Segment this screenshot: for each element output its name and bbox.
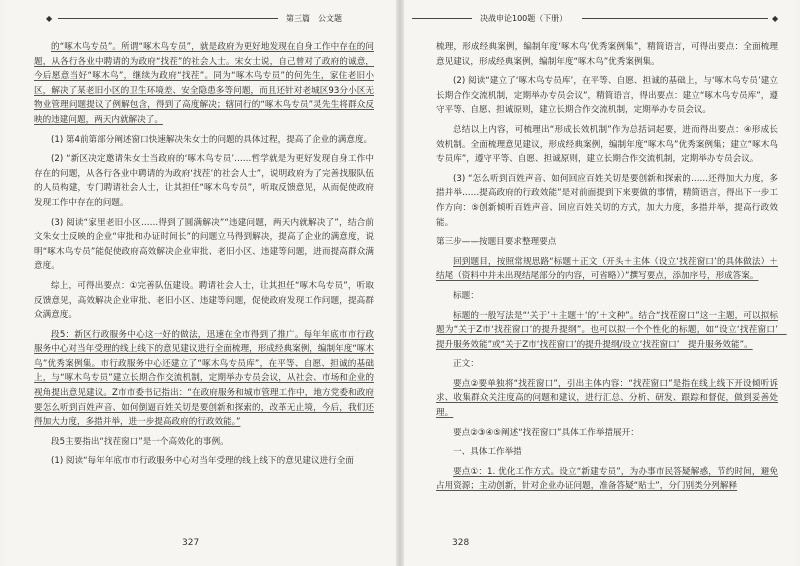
section-title: 第三步——按题目要求整理要点 (436, 237, 557, 248)
paragraph: 段5：新区行政服务中心这一好的做法，迅速在全市得到了推广。每年年底市市行政服务中心对当年受理的线上线下的意见建议进行全面梳理，形成经典案例，编制年度“啄木鸟”优秀案例集。市行政服务中心还建立了“啄木鸟专员库”，在平等、自愿、担诚的基础上，与“啄木鸟专员”建立长期合作交流机制，定期举办专员会议，从社会、市场和企业的视角提出意见建议。Z市市委书记指出：“在政府服务和城市管理工作中，地方党委和政府要怎么听到百姓声音、如何倒逼百姓关切是要创新和探索的，改革无止境，今后，我们还得加大力度，多措并举，进一步提高政府的行政效能。” (34, 329, 374, 428)
diamond-ornament-icon: ◆ (46, 14, 53, 23)
paragraph: 标题的一般写法是“‘关于’＋主题＋‘的’＋文种”。结合“找茬窗口”这一主题，可以拟标题为“关于Z市‘找茬窗口’的提升提纲”。也可以拟一个个性化的标题，如“设立‘找茬窗口’ 提升服务效能”或“关于Z市‘找茬窗口’的提升提纲/设立‘找茬窗口’ 提升服务效能”。 (436, 310, 787, 350)
paragraph: 要点②③④⑤阐述“找茬窗口”具体工作举措展开： (453, 427, 639, 438)
header-rule (58, 18, 278, 19)
left-page (4, 0, 396, 566)
page-number: 327 (182, 538, 200, 548)
page-number: 328 (452, 538, 470, 548)
paragraph: 总结以上内容，可梳理出“形成长效机制”作为总括词起要，进而得出要点：④形成长效机制。全面梳理意见建议，形成经典案例，编制年度“啄木鸟”优秀案例集；建立“啄木鸟专员库”，遵守平等、自愿、担诚原则，建立长期合作交流机制，定期举办专员会议。 (436, 124, 778, 165)
header-rule (582, 18, 768, 19)
right-page-header (404, 8, 796, 30)
paragraph: 综上，可得出要点：①完善队伍建设。聘请社会人士，让其担任“啄木鸟专员”，听取反馈意见，高效解决企业审批、老旧小区、违建等问题，促使政府发现工作问题，提高群众满意度。 (34, 280, 374, 321)
right-page (404, 0, 796, 566)
diamond-ornament-icon: ◆ (772, 14, 779, 23)
paragraph: 的“啄木鸟专员”。所谓“啄木鸟专员”，就是政府为更好地发现在自身工作中存在的问题，从各行各业中聘请的为政府“找茬”的社会人士。宋女士说，自己曾对了政府的诚意，今后愿意当好“啄木鸟”，继续为政府“找茬”。同为“啄木鸟专员”的何先生，家住老旧小区，解决了某老旧小区的卫生环境差、安全隐患多等问题，而且还针对老城区93分小区无物业管理问题提议了例解包含，得到了高度解决；辖同行的“啄木鸟专员”灵先生将群众反映的违建问题，两天内就解决了。 (34, 42, 374, 125)
left-page-body (34, 40, 374, 474)
paragraph: 梳理，形成经典案例，编制年度‘啄木鸟’优秀案例集”，精简语言，可得出要点：全面梳理意见建议，形成经典案例，编制年度“啄木鸟”优秀案例集。 (436, 42, 778, 67)
book-gutter (396, 0, 404, 566)
paragraph: (1) 阅读“每年年底市市行政服务中心对当年受理的线上线下的意见建议进行全面 (51, 456, 354, 467)
paragraph: (3) 阅读“家里老旧小区……得到了圆满解决”“违建问题，两天内就解决了”，结合前文朱女士反映的企业“审批和办证时间长”的问题立马得到解决，提高了企业的满意度，说明“啄木鸟专员”能促使政府高效解决企业审批、老旧小区、违建等问题，进而提高群众满意度。 (34, 217, 374, 272)
header-rule (412, 18, 472, 19)
chapter-label: 第三篇 公文题 (286, 14, 342, 23)
paragraph: (2) “新区决定邀请朱女士当政府的‘啄木鸟专员’……哲学就是为更好发现自身工作中存在的问题，从各行各业中聘请的为政府‘找茬’的社会人士”，说明政府为了完善找服队伍的人员构建，专门聘请社会人士，让其担任“啄木鸟专员”，听取反馈意见，从而促使政府发现工作中存在的问题。 (34, 154, 374, 208)
book-title-label: 决战申论100题（下册） (480, 14, 568, 23)
paragraph: (1) 第4前第部分阐述窗口快速解决朱女士的问题的具体过程，提高了企业的满意度。 (51, 134, 373, 145)
left-page-header (4, 8, 396, 30)
paragraph: 要点①：1. 优化工作方式。设立“新建专员”，为办事市民答疑解惑，节约时间，避免占用资源；主动创新，针对企业办证问题，准备答疑“贴士”，分门别类分列解释 (436, 466, 778, 492)
sub-heading: 一、具体工作举措 (453, 447, 522, 458)
paragraph: (2) 阅读“建立了‘啄木鸟专员库’，在平等、自愿、担诚的基础上，与‘啄木鸟专员’建立长期合作交流机制，定期举办专员会议”，精简语言，得出要点：建立“啄木鸟专员库”，遵守平等、自愿、担诚原则，建立长期合作交流机制，定期举办专员会议。 (436, 76, 778, 116)
right-page-body (436, 40, 787, 499)
paragraph: 段5主要指出“找茬窗口”是一个高效化的事例。 (51, 436, 229, 447)
paragraph: 回到题目，按照常规思路“标题＋正文（开头＋主体（设立‘找茬窗口’的具体做法）＋结尾（资料中并未出现结尾部分的内容，可省略））”撰写要点，添加序号，形成答案。 (436, 256, 778, 282)
paragraph: 标题： (453, 290, 479, 301)
paragraph: 要点②要单独将“找茬窗口”，引出主体内容：“找茬窗口”是指在线上线下开设倾听诉求、收集群众关注度高的问题和建议，进行汇总、分析、研发、跟踪和督促，做到妥善处理。 (436, 378, 778, 419)
paragraph: (3) “怎么听到百姓声音、如何回应百姓关切是要创新和探索的……还得加大力度，多措并举……提高政府的行政效能”是对前面提到下来要做的事情，精简语言，得出下一步工作方向：⑤创新倾听百姓声音、回应百姓关切的方式，加大力度，多措并举，提高行政效能。 (436, 173, 778, 228)
paragraph: 正文： (453, 359, 479, 370)
